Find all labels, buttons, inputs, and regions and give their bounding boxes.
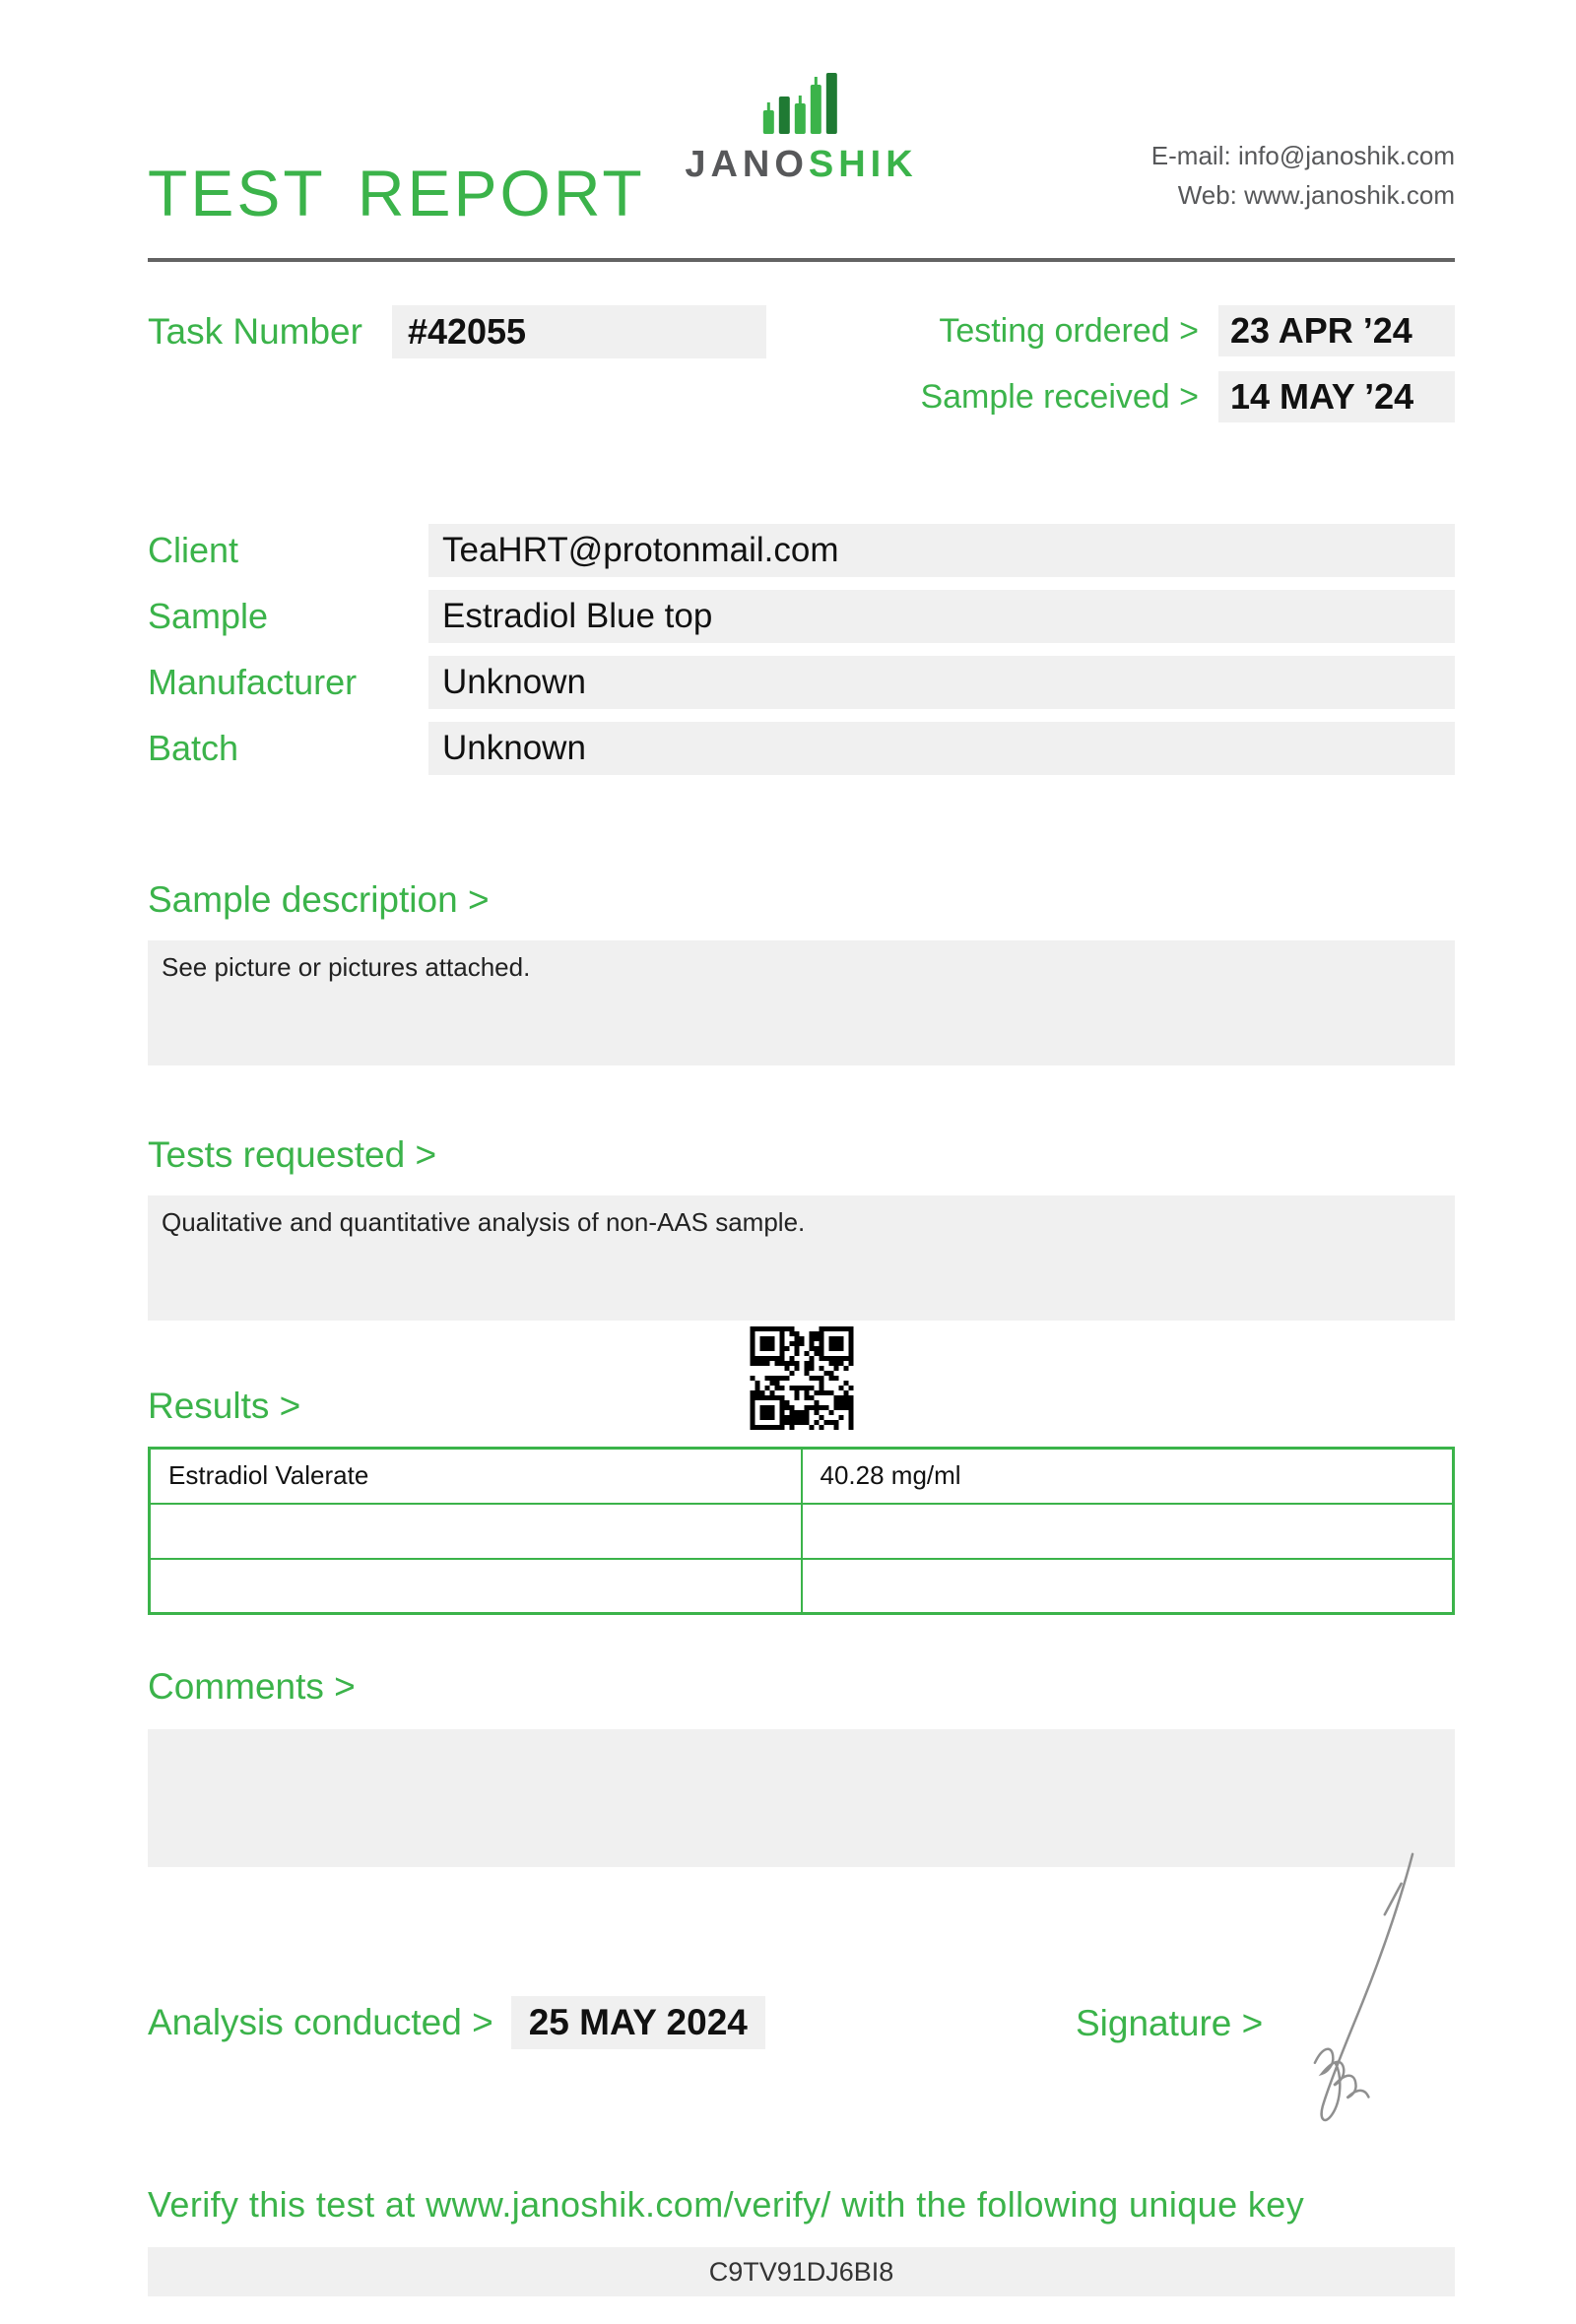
result-row xyxy=(150,1449,1454,1504)
footer-section xyxy=(148,1977,1455,2068)
testing-ordered-value: 23 APR ’24 xyxy=(1218,305,1455,356)
client-label: Client xyxy=(148,530,239,570)
tests-requested-text: Qualitative and quantitative analysis of non-AAS sample. xyxy=(162,1207,806,1237)
sample-received-label: Sample received > xyxy=(920,377,1199,416)
signature-image xyxy=(1289,1840,1437,2145)
brand-name-right: SHIK xyxy=(808,144,918,185)
comments-heading: Comments > xyxy=(148,1666,356,1707)
results-table xyxy=(148,1447,1455,1615)
testing-ordered-row xyxy=(920,305,1455,356)
brand-name-left: JANO xyxy=(685,144,809,185)
page-title: TEST REPORT xyxy=(148,157,645,229)
email-row xyxy=(1151,136,1455,175)
brand xyxy=(685,71,917,186)
qr-code-icon xyxy=(750,1326,853,1430)
task-number-group xyxy=(148,305,766,358)
dates-group xyxy=(920,305,1455,437)
result-value-cell xyxy=(802,1504,1454,1559)
analysis-conducted-label: Analysis conducted > xyxy=(148,2002,493,2042)
unique-key-value: C9TV91DJ6BI8 xyxy=(708,2256,894,2287)
tests-requested-box xyxy=(148,1195,1455,1321)
batch-value: Unknown xyxy=(428,722,1455,775)
sample-label: Sample xyxy=(148,596,269,636)
testing-ordered-label: Testing ordered > xyxy=(939,311,1199,350)
meta-section xyxy=(148,305,1455,437)
sample-description-box xyxy=(148,940,1455,1065)
results-heading: Results > xyxy=(148,1386,301,1426)
task-number-value: #42055 xyxy=(392,305,766,358)
result-value-cell xyxy=(802,1559,1454,1614)
sample-description-text: See picture or pictures attached. xyxy=(162,952,531,982)
manufacturer-label: Manufacturer xyxy=(148,662,358,702)
details-section xyxy=(148,524,1455,775)
batch-label: Batch xyxy=(148,728,239,768)
detail-row-client xyxy=(148,524,1455,577)
task-number-label: Task Number xyxy=(148,311,362,352)
client-value: TeaHRT@protonmail.com xyxy=(428,524,1455,577)
header xyxy=(148,0,1455,262)
analysis-conducted-value: 25 MAY 2024 xyxy=(511,1996,765,2049)
sample-received-value: 14 MAY ’24 xyxy=(1218,371,1455,422)
result-value-cell: 40.28 mg/ml xyxy=(802,1449,1454,1504)
web-row xyxy=(1151,175,1455,215)
detail-row-sample xyxy=(148,590,1455,643)
web-value: www.janoshik.com xyxy=(1244,180,1455,211)
email-label: E-mail: xyxy=(1150,141,1231,170)
verify-text: Verify this test at www.janoshik.com/verify/ with the following unique key xyxy=(148,2184,1305,2225)
brand-name xyxy=(685,144,917,186)
contact-block xyxy=(1151,136,1455,216)
result-name-cell xyxy=(150,1559,802,1614)
sample-received-row xyxy=(920,371,1455,422)
detail-row-batch xyxy=(148,722,1455,775)
result-row xyxy=(150,1559,1454,1614)
result-name-cell: Estradiol Valerate xyxy=(150,1449,802,1504)
sample-value: Estradiol Blue top xyxy=(428,590,1455,643)
sample-description-heading: Sample description > xyxy=(148,879,490,920)
manufacturer-value: Unknown xyxy=(428,656,1455,709)
email-value: info@janoshik.com xyxy=(1237,141,1455,170)
comments-box xyxy=(148,1729,1455,1867)
janoshik-logo-icon xyxy=(759,71,844,136)
result-name-cell xyxy=(150,1504,802,1559)
detail-row-manufacturer xyxy=(148,656,1455,709)
web-label: Web: xyxy=(1177,180,1237,211)
results-header-zone xyxy=(148,1321,1455,1447)
signature-label: Signature > xyxy=(1076,2003,1264,2043)
tests-requested-heading: Tests requested > xyxy=(148,1134,437,1175)
result-row xyxy=(150,1504,1454,1559)
unique-key-box xyxy=(148,2247,1455,2296)
